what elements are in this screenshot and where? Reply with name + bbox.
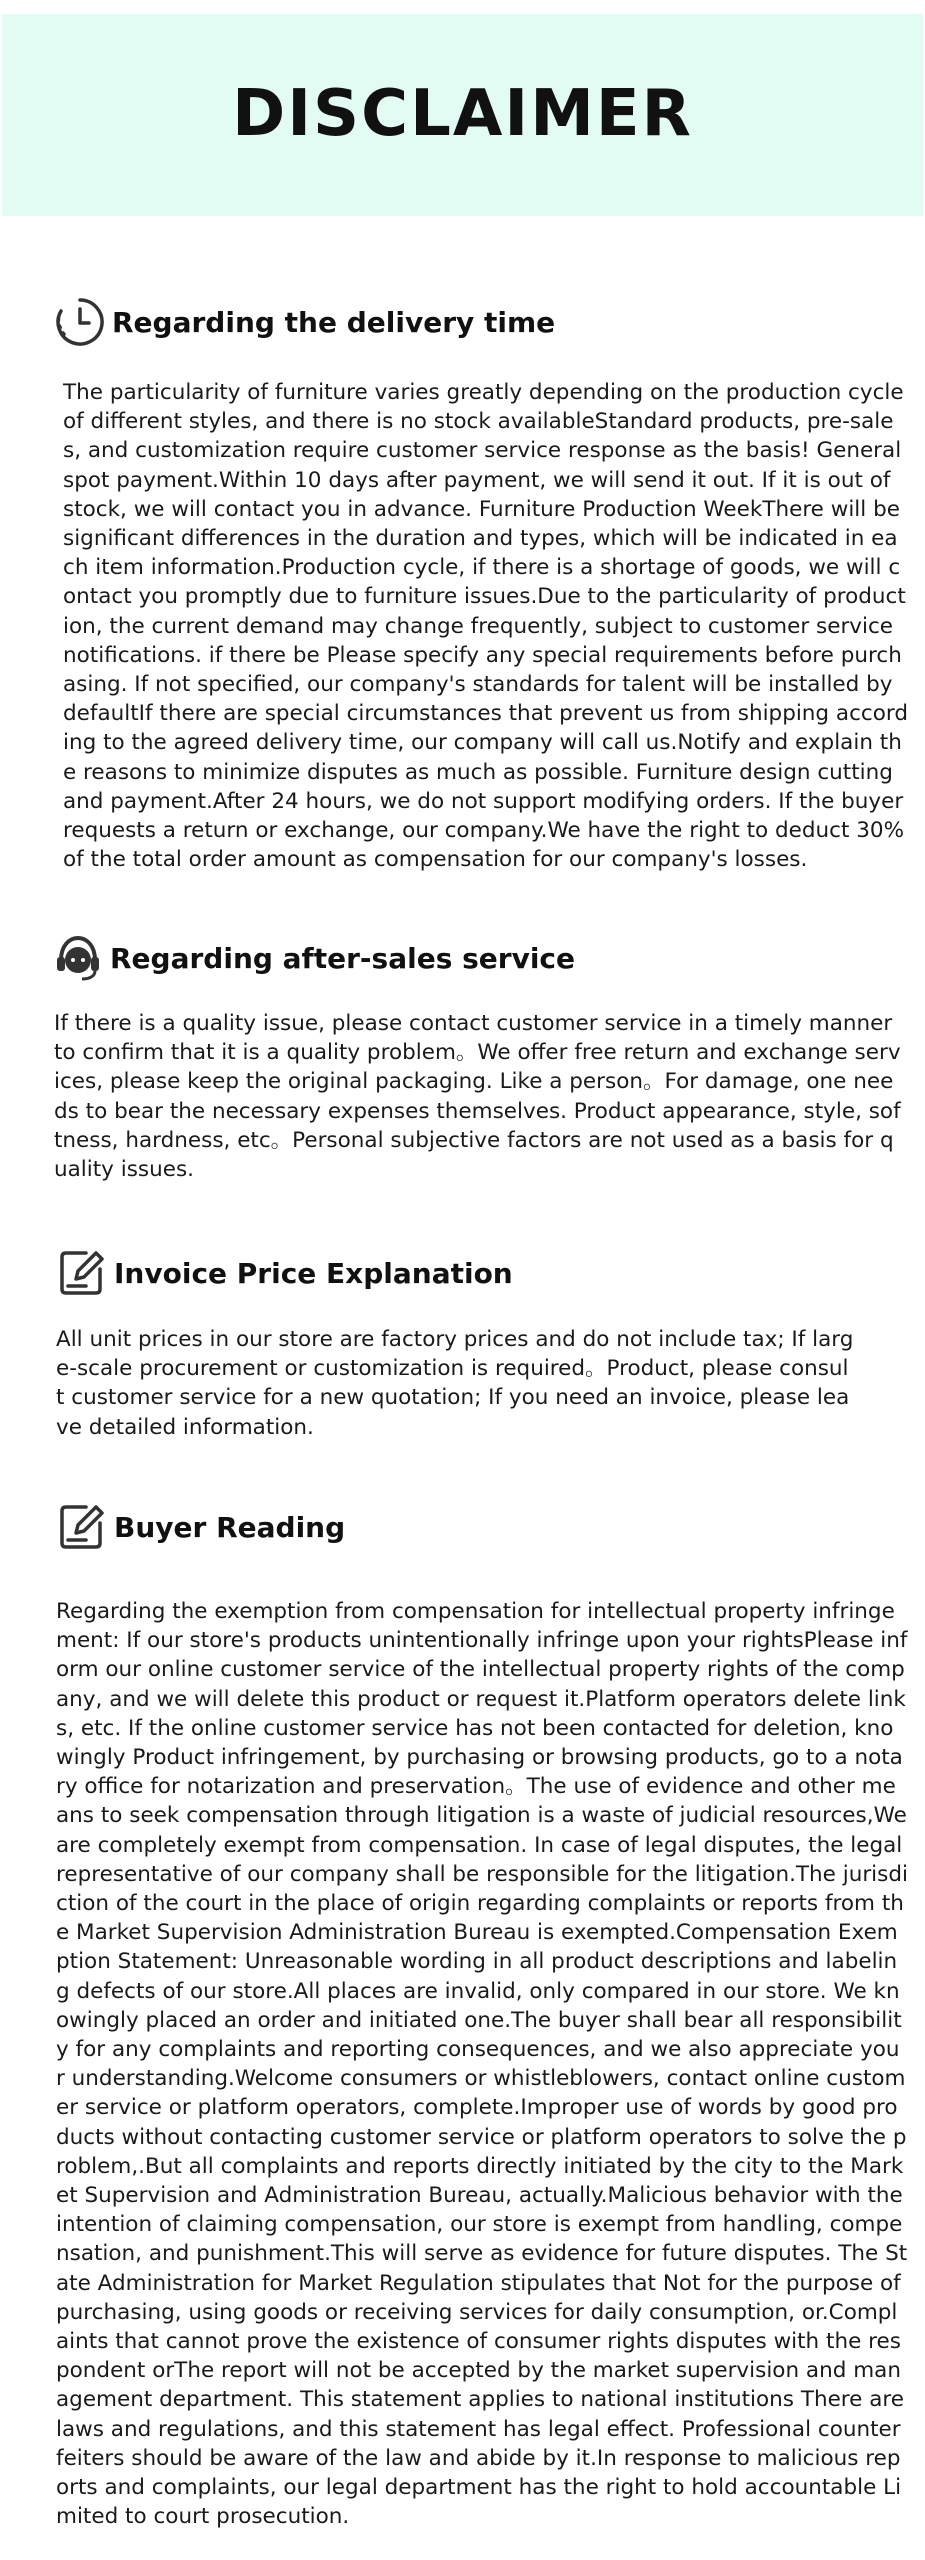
- section-body: Regarding the exemption from compensation for intellectual property infringement: If our store's products unintentionally infringe upon your rightsPlease inform our online customer service of the intellectual property rights of the company, and we will delete this product or request it.Platform operators delete links, etc. If the online customer service has not been contacted for deletion, knowingly Product infringement, by purchasing or browsing products, go to a notary office for notarization and preservation。The use of evidence and other means to seek compensation through litigation is a waste of judicial resources,We are completely exempt from compensation. In case of legal disputes, the legal representative of our company shall be responsible for the litigation.The jurisdiction of the court in the place of origin regarding complaints or reports from the Market Supervision Administration Bureau is exempted.Compensation Exemption Statement: Unreasonable wording in all product descriptions and labeling defects of our store.All places are invalid, only compared in our store. We knowingly placed an order and initiated one.The buyer shall bear all responsibility for any complaints and reporting consequences, and we also appreciate your understanding.Welcome consumers or whistleblowers, contact online customer service or platform operators, complete.Improper use of words by good products without contacting customer service or platform operators to solve the problem,.But all complaints and reports directly initiated by the city to the Market Supervision and Administration Bureau, actually.Malicious behavior with the intention of claiming compensation, our store is exempt from handling, compensation, and punishment.This will serve as evidence for future disputes. The State Administration for Market Regulation stipulates that Not for the purpose of purchasing, using goods or receiving services for daily consumption, or.Complaints that cannot prove the existence of consumer rights disputes with the respondent orThe report will not be accepted by the market supervision and management department. This statement applies to national institutions There are laws and regulations, and this statement has legal effect. Professional counterfeiters should be aware of the law and abide by it.In response to malicious reports and complaints, our legal department has the right to hold accountable Limited to court prosecution.: [56, 1599, 908, 2530]
- edit-icon: [56, 1501, 108, 1553]
- page-title: DISCLAIMER: [232, 77, 693, 151]
- title-banner: [2, 14, 923, 216]
- section-heading-invoice: [56, 1247, 513, 1299]
- section-body: The particularity of furniture varies greatly depending on the production cycle of different styles, and there is no stock availableStandard products, pre-sales, and customization require customer service response as the basis! General spot payment.Within 10 days after payment, we will send it out. If it is out of stock, we will contact you in advance. Furniture Production WeekThere will be significant differences in the duration and types, which will be indicated in each item information.Production cycle, if there is a shortage of goods, we will contact you promptly due to furniture issues.Due to the particularity of production, the current demand may change frequently, subject to customer service notifications. if there be Please specify any special requirements before purchasing. If not specified, our company's standards for talent will be installed by defaultIf there are special circumstances that prevent us from shipping according to the agreed delivery time, our company will call us.Notify and explain the reasons to minimize disputes as much as possible. Furniture design cutting and payment.After 24 hours, we do not support modifying orders. If the buyer requests a return or exchange, our company.We have the right to deduct 30% of the total order amount as compensation for our company's losses.: [63, 380, 908, 873]
- edit-icon: [56, 1247, 108, 1299]
- section-body: All unit prices in our store are factory prices and do not include tax; If large-scale procurement or customization is required。Product, please consult customer service for a new quotation; If you need an invoice, please leave detailed information.: [56, 1327, 854, 1440]
- section-title: Regarding after-sales service: [110, 941, 576, 975]
- section-title: Buyer Reading: [114, 1510, 346, 1544]
- section-title: Regarding the delivery time: [112, 305, 556, 339]
- section-body: If there is a quality issue, please contact customer service in a timely manner to confirm that it is a quality problem。We offer free return and exchange services, please keep the original packaging. Like a person。For damage, one needs to bear the necessary expenses themselves. Product appearance, style, softness, hardness, etc。Personal subjective factors are not used as a basis for quality issues.: [54, 1011, 901, 1183]
- section-title: Invoice Price Explanation: [114, 1256, 513, 1290]
- section-heading-delivery-time: [54, 296, 555, 348]
- clock-icon: [54, 296, 106, 348]
- headset-icon: [52, 932, 104, 984]
- section-heading-after-sales: [52, 932, 575, 984]
- section-heading-buyer-reading: [56, 1501, 345, 1553]
